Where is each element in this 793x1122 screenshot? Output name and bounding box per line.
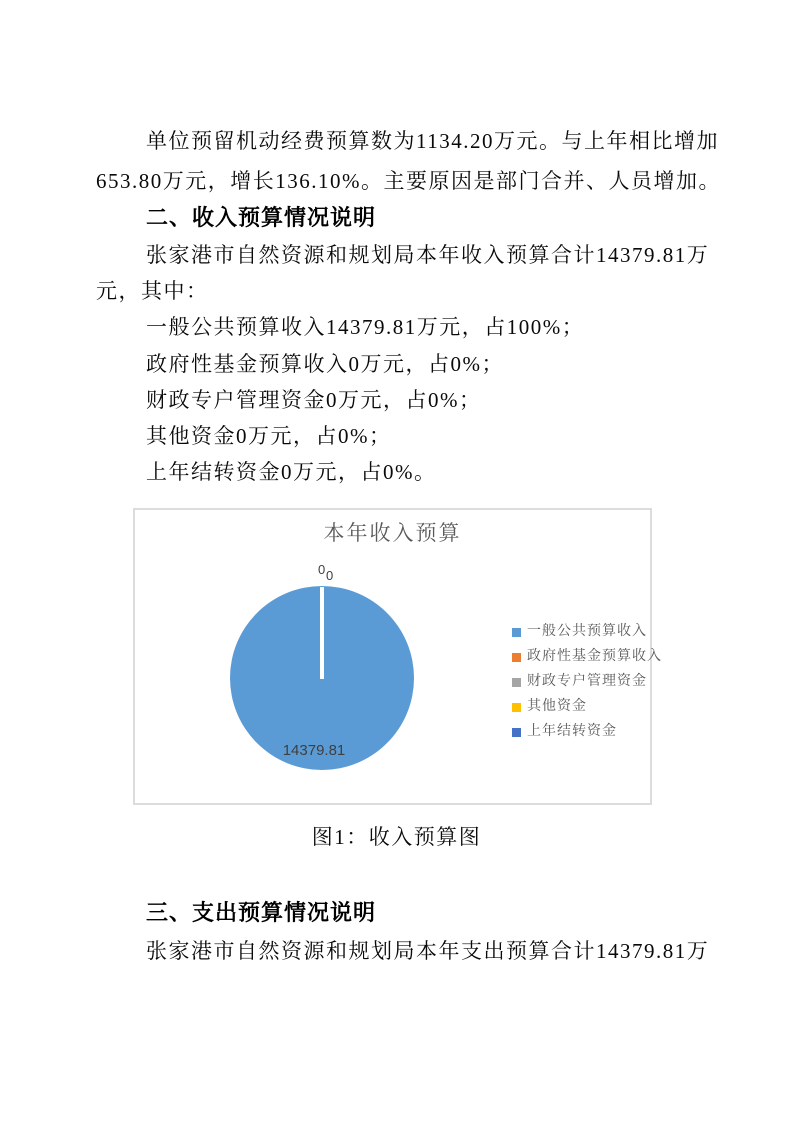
legend-item-label: 一般公共预算收入	[527, 624, 647, 639]
legend-item-label: 财政专户管理资金	[527, 674, 647, 689]
legend-color-swatch-icon	[512, 653, 521, 662]
legend-item	[512, 622, 662, 642]
income-item-line: 上年结转资金0万元，占0%。	[146, 460, 437, 484]
legend-item	[512, 647, 662, 667]
pie-slice-divider	[320, 587, 324, 679]
income-pie-chart	[133, 508, 662, 805]
legend-color-swatch-icon	[512, 728, 521, 737]
paragraph-line: 653.80万元，增长136.10%。主要原因是部门合并、人员增加。	[96, 169, 721, 193]
income-item-line: 财政专户管理资金0万元，占0%；	[146, 388, 482, 412]
legend-item-label: 政府性基金预算收入	[527, 649, 662, 664]
legend-item	[512, 722, 662, 742]
legend-item	[512, 672, 662, 692]
income-item-line: 其他资金0万元，占0%；	[146, 424, 392, 448]
section-heading-income: 二、收入预算情况说明	[146, 205, 377, 230]
chart-legend	[512, 622, 662, 747]
paragraph-line: 张家港市自然资源和规划局本年收入预算合计14379.81万	[146, 243, 710, 267]
paragraph-line: 张家港市自然资源和规划局本年支出预算合计14379.81万	[146, 939, 710, 963]
legend-color-swatch-icon	[512, 678, 521, 687]
chart-title: 本年收入预算	[323, 521, 462, 545]
section-heading-expense: 三、支出预算情况说明	[146, 900, 377, 925]
legend-item	[512, 697, 662, 717]
paragraph-line: 单位预留机动经费预算数为1134.20万元。与上年相比增加	[146, 129, 719, 153]
legend-item-label: 上年结转资金	[527, 724, 617, 739]
pie-zero-data-label: 0	[326, 568, 334, 583]
pie-value-data-label: 14379.81	[282, 742, 346, 759]
figure-caption: 图1：收入预算图	[311, 825, 482, 849]
legend-item-label: 其他资金	[527, 699, 587, 714]
paragraph-line: 元，其中：	[96, 279, 209, 303]
income-item-line: 一般公共预算收入14379.81万元，占100%；	[146, 315, 585, 339]
legend-color-swatch-icon	[512, 703, 521, 712]
income-item-line: 政府性基金预算收入0万元，占0%；	[146, 352, 504, 376]
pie-zero-data-label: 0	[318, 562, 326, 577]
legend-color-swatch-icon	[512, 628, 521, 637]
